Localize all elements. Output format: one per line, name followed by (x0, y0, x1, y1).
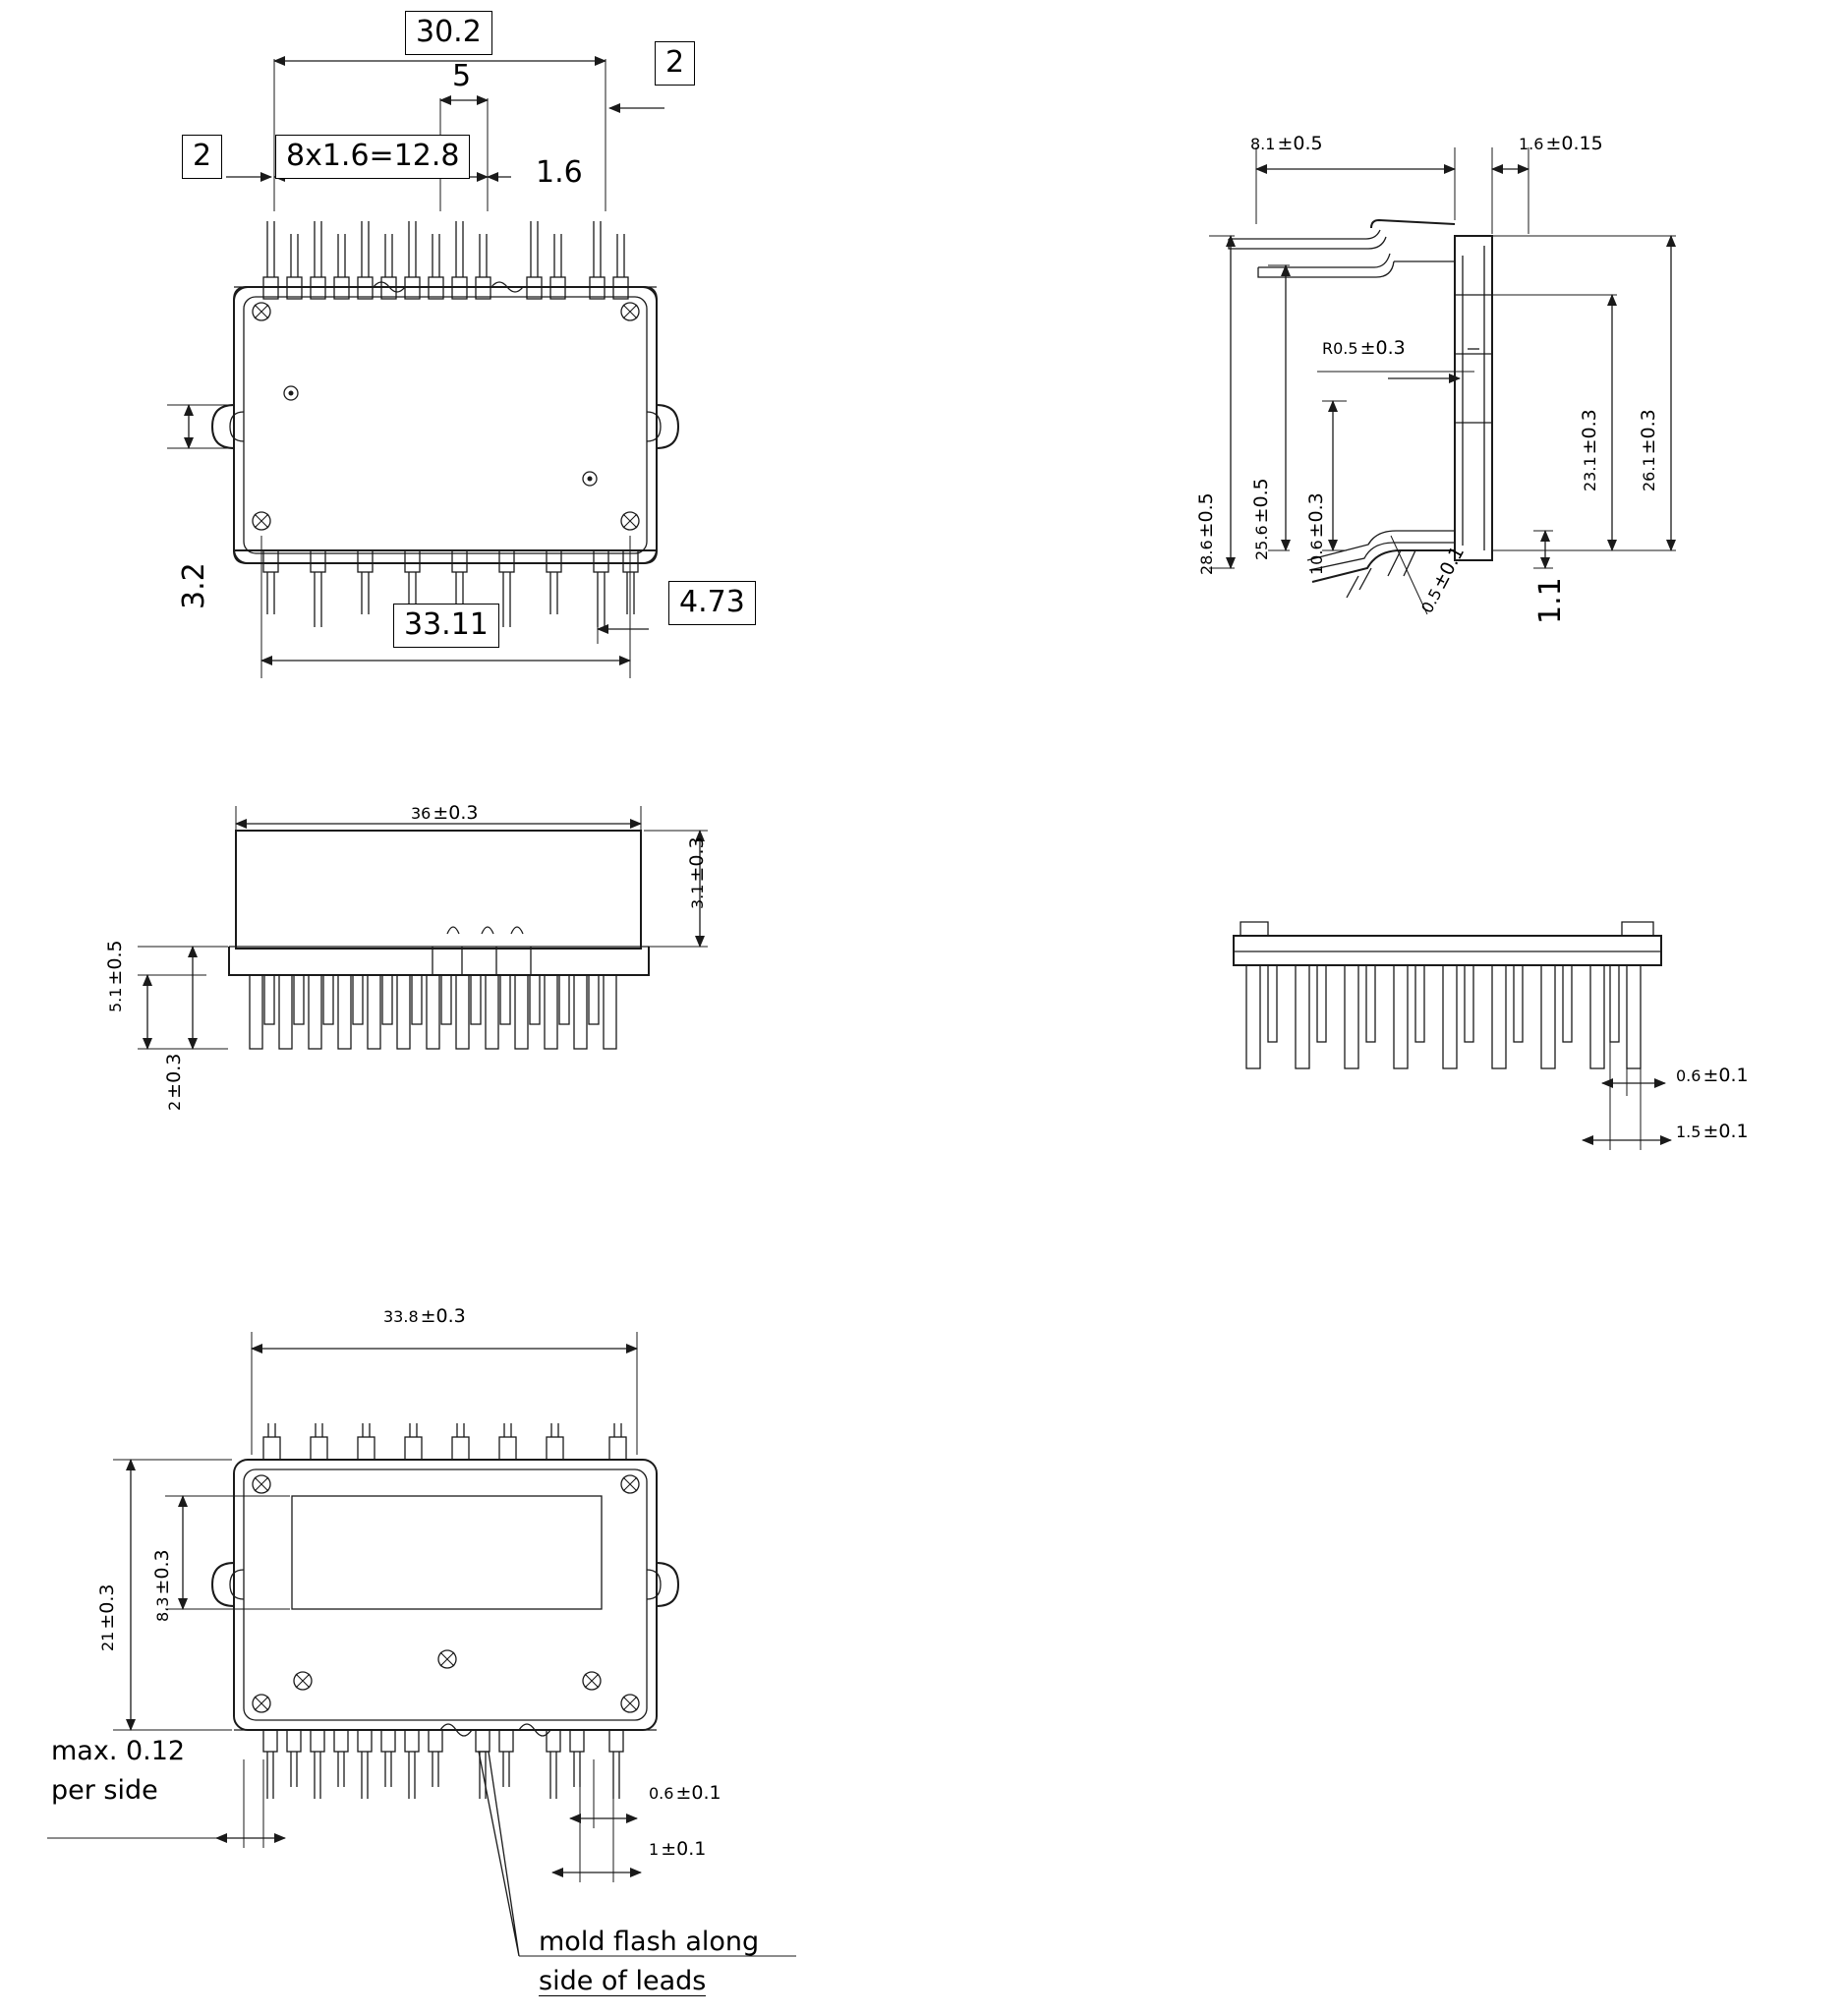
dim-33-8: 33.8 ±0.3 (383, 1305, 466, 1327)
note-max-flash-line2: per side (51, 1775, 158, 1806)
note-max-flash-line1: max. 0.12 (51, 1736, 186, 1766)
bottom-view-geometry (47, 1332, 796, 1956)
note-mold-flash-line2: side of leads (539, 1966, 707, 1996)
dim-0-5: 0.5 ±0.1 (1417, 543, 1470, 616)
dim-23-1: 23.1 ±0.3 (1579, 409, 1600, 491)
dim-4-73: 4.73 (668, 581, 756, 625)
dim-5: 5 (452, 59, 472, 93)
dim-1-1: 1.1 (1533, 577, 1568, 624)
dim-1-5-side: 1.5 ±0.1 (1676, 1121, 1749, 1142)
dim-1-bottom: 1 ±0.1 (649, 1838, 707, 1860)
dim-3-2: 3.2 (177, 562, 211, 609)
dim-1-6-top: 1.6 (536, 155, 583, 190)
dim-0-6-side: 0.6 ±0.1 (1676, 1065, 1749, 1086)
dim-8-1: 8.1 ±0.5 (1250, 133, 1323, 154)
dim-26-1: 26.1 ±0.3 (1638, 409, 1659, 491)
dim-5-1: 5.1 ±0.5 (104, 940, 126, 1012)
side-detail-geometry (1209, 147, 1676, 614)
note-mold-flash-line1: mold flash along (539, 1927, 760, 1957)
dim-28-6: 28.6 ±0.5 (1195, 492, 1217, 575)
dim-25-6: 25.6 ±0.5 (1250, 478, 1272, 560)
front-view-geometry (138, 802, 708, 1049)
dim-8x1-6: 8x1.6=12.8 (275, 135, 470, 179)
dim-2-left: 2 (182, 135, 222, 179)
dim-33-11: 33.11 (393, 604, 499, 648)
dim-10-6: 10.6 ±0.3 (1305, 492, 1327, 575)
dim-30-2: 30.2 (405, 11, 492, 55)
top-leads (234, 221, 657, 299)
dim-21: 21 ±0.3 (96, 1584, 118, 1651)
right-side-view-geometry (1234, 922, 1671, 1150)
dim-r0-5: R0.5 ±0.3 (1322, 337, 1406, 359)
dim-3-1: 3.1 ±0.3 (686, 836, 708, 909)
dim-2-front: 2 ±0.3 (163, 1053, 185, 1111)
dim-0-6-bottom: 0.6 ±0.1 (649, 1782, 721, 1804)
dim-36: 36 ±0.3 (411, 802, 479, 824)
dim-8-3: 8.3 ±0.3 (151, 1549, 173, 1622)
dim-1-6-side: 1.6 ±0.15 (1519, 133, 1603, 154)
dim-2-right: 2 (655, 41, 695, 86)
